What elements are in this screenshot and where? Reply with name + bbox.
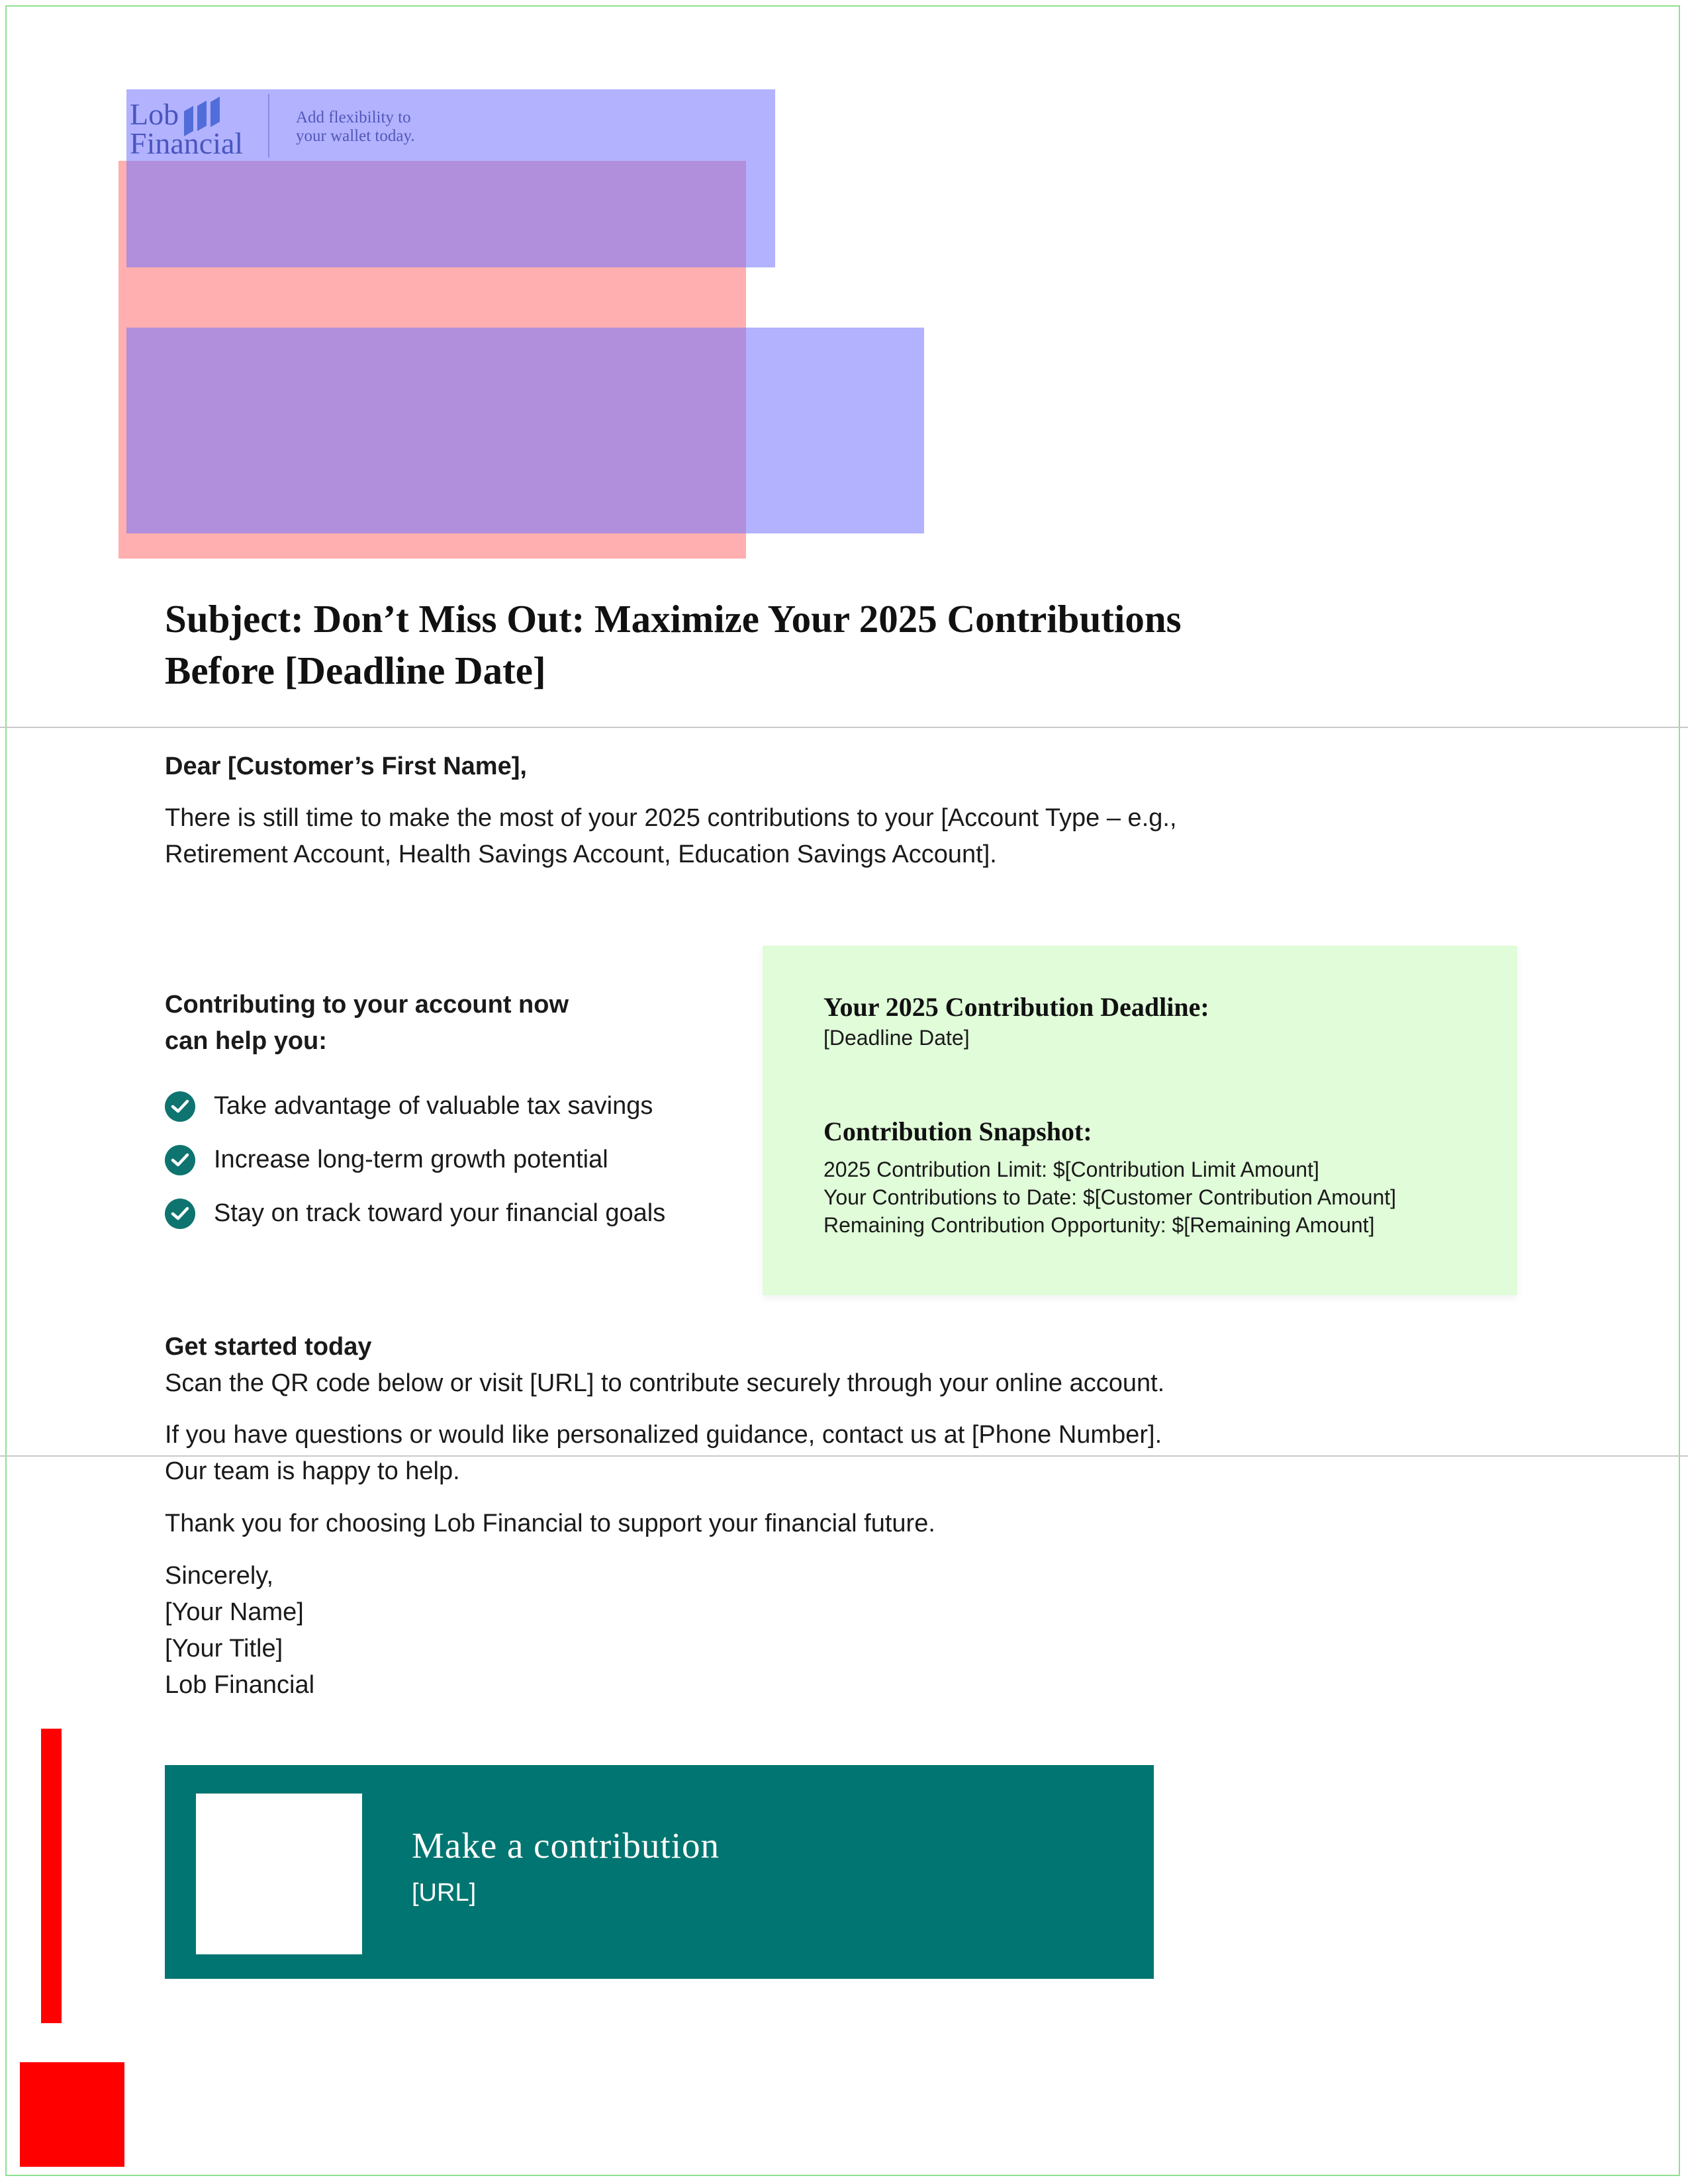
signature-company: Lob Financial [165, 1671, 315, 1699]
contribution-info-panel [763, 946, 1517, 1295]
snapshot-line: Remaining Contribution Opportunity: $[Remaining Amount] [823, 1213, 1375, 1237]
benefits-heading-line: Contributing to your account now [165, 991, 569, 1019]
qr-code-placeholder[interactable] [196, 1794, 362, 1954]
cta-url-link[interactable]: [URL] [412, 1879, 477, 1907]
benefits-heading [165, 987, 569, 1060]
questions-paragraph [165, 1417, 1489, 1490]
benefits-list [165, 1079, 761, 1240]
list-item [165, 1133, 761, 1187]
marker-bar-red [41, 1729, 62, 2023]
get-started-heading: Get started today [165, 1333, 372, 1361]
check-circle-icon [165, 1091, 195, 1122]
deadline-value: [Deadline Date] [823, 1026, 970, 1050]
signature-title: [Your Title] [165, 1635, 283, 1662]
benefit-text: Stay on track toward your financial goals [214, 1199, 666, 1227]
greeting: Dear [Customer’s First Name], [165, 752, 527, 780]
snapshot-list [823, 1156, 1396, 1239]
benefit-text: Increase long-term growth potential [214, 1146, 608, 1173]
subject-line: Subject: Don’t Miss Out: Maximize Your 2025 Contributions [165, 597, 1182, 641]
cta-title: Make a contribution [412, 1825, 720, 1866]
signature-closing: Sincerely, [165, 1562, 274, 1590]
questions-line: If you have questions or would like personalized guidance, contact us at [Phone Number]. [165, 1421, 1162, 1449]
snapshot-heading: Contribution Snapshot: [823, 1116, 1092, 1146]
subject-heading [165, 593, 1423, 696]
intro-line: Retirement Account, Health Savings Account, Education Savings Account]. [165, 841, 997, 868]
fold-guide-line [0, 727, 1688, 728]
intro-line: There is still time to make the most of your 2025 contributions to your [Account Type – e.g., [165, 804, 1177, 832]
check-circle-icon [165, 1145, 195, 1175]
intro-paragraph [165, 800, 1489, 873]
overlay-region-blue [126, 89, 775, 267]
thanks-paragraph: Thank you for choosing Lob Financial to support your financial future. [165, 1510, 935, 1537]
contribution-cta-banner[interactable] [165, 1765, 1154, 1979]
questions-line: Our team is happy to help. [165, 1457, 460, 1485]
overlay-region-blue [126, 328, 924, 533]
snapshot-line: 2025 Contribution Limit: $[Contribution Limit Amount] [823, 1158, 1319, 1181]
list-item [165, 1187, 761, 1240]
snapshot-line: Your Contributions to Date: $[Customer Contribution Amount] [823, 1185, 1397, 1209]
benefit-text: Take advantage of valuable tax savings [214, 1092, 653, 1120]
deadline-heading: Your 2025 Contribution Deadline: [823, 992, 1209, 1022]
get-started-text: Scan the QR code below or visit [URL] to contribute securely through your online account. [165, 1369, 1165, 1397]
check-circle-icon [165, 1199, 195, 1229]
subject-line: Before [Deadline Date] [165, 649, 546, 692]
signature-block [165, 1558, 314, 1704]
signature-name: [Your Name] [165, 1598, 304, 1626]
marker-square-red [20, 2062, 124, 2167]
benefits-heading-line: can help you: [165, 1027, 327, 1055]
list-item [165, 1079, 761, 1133]
